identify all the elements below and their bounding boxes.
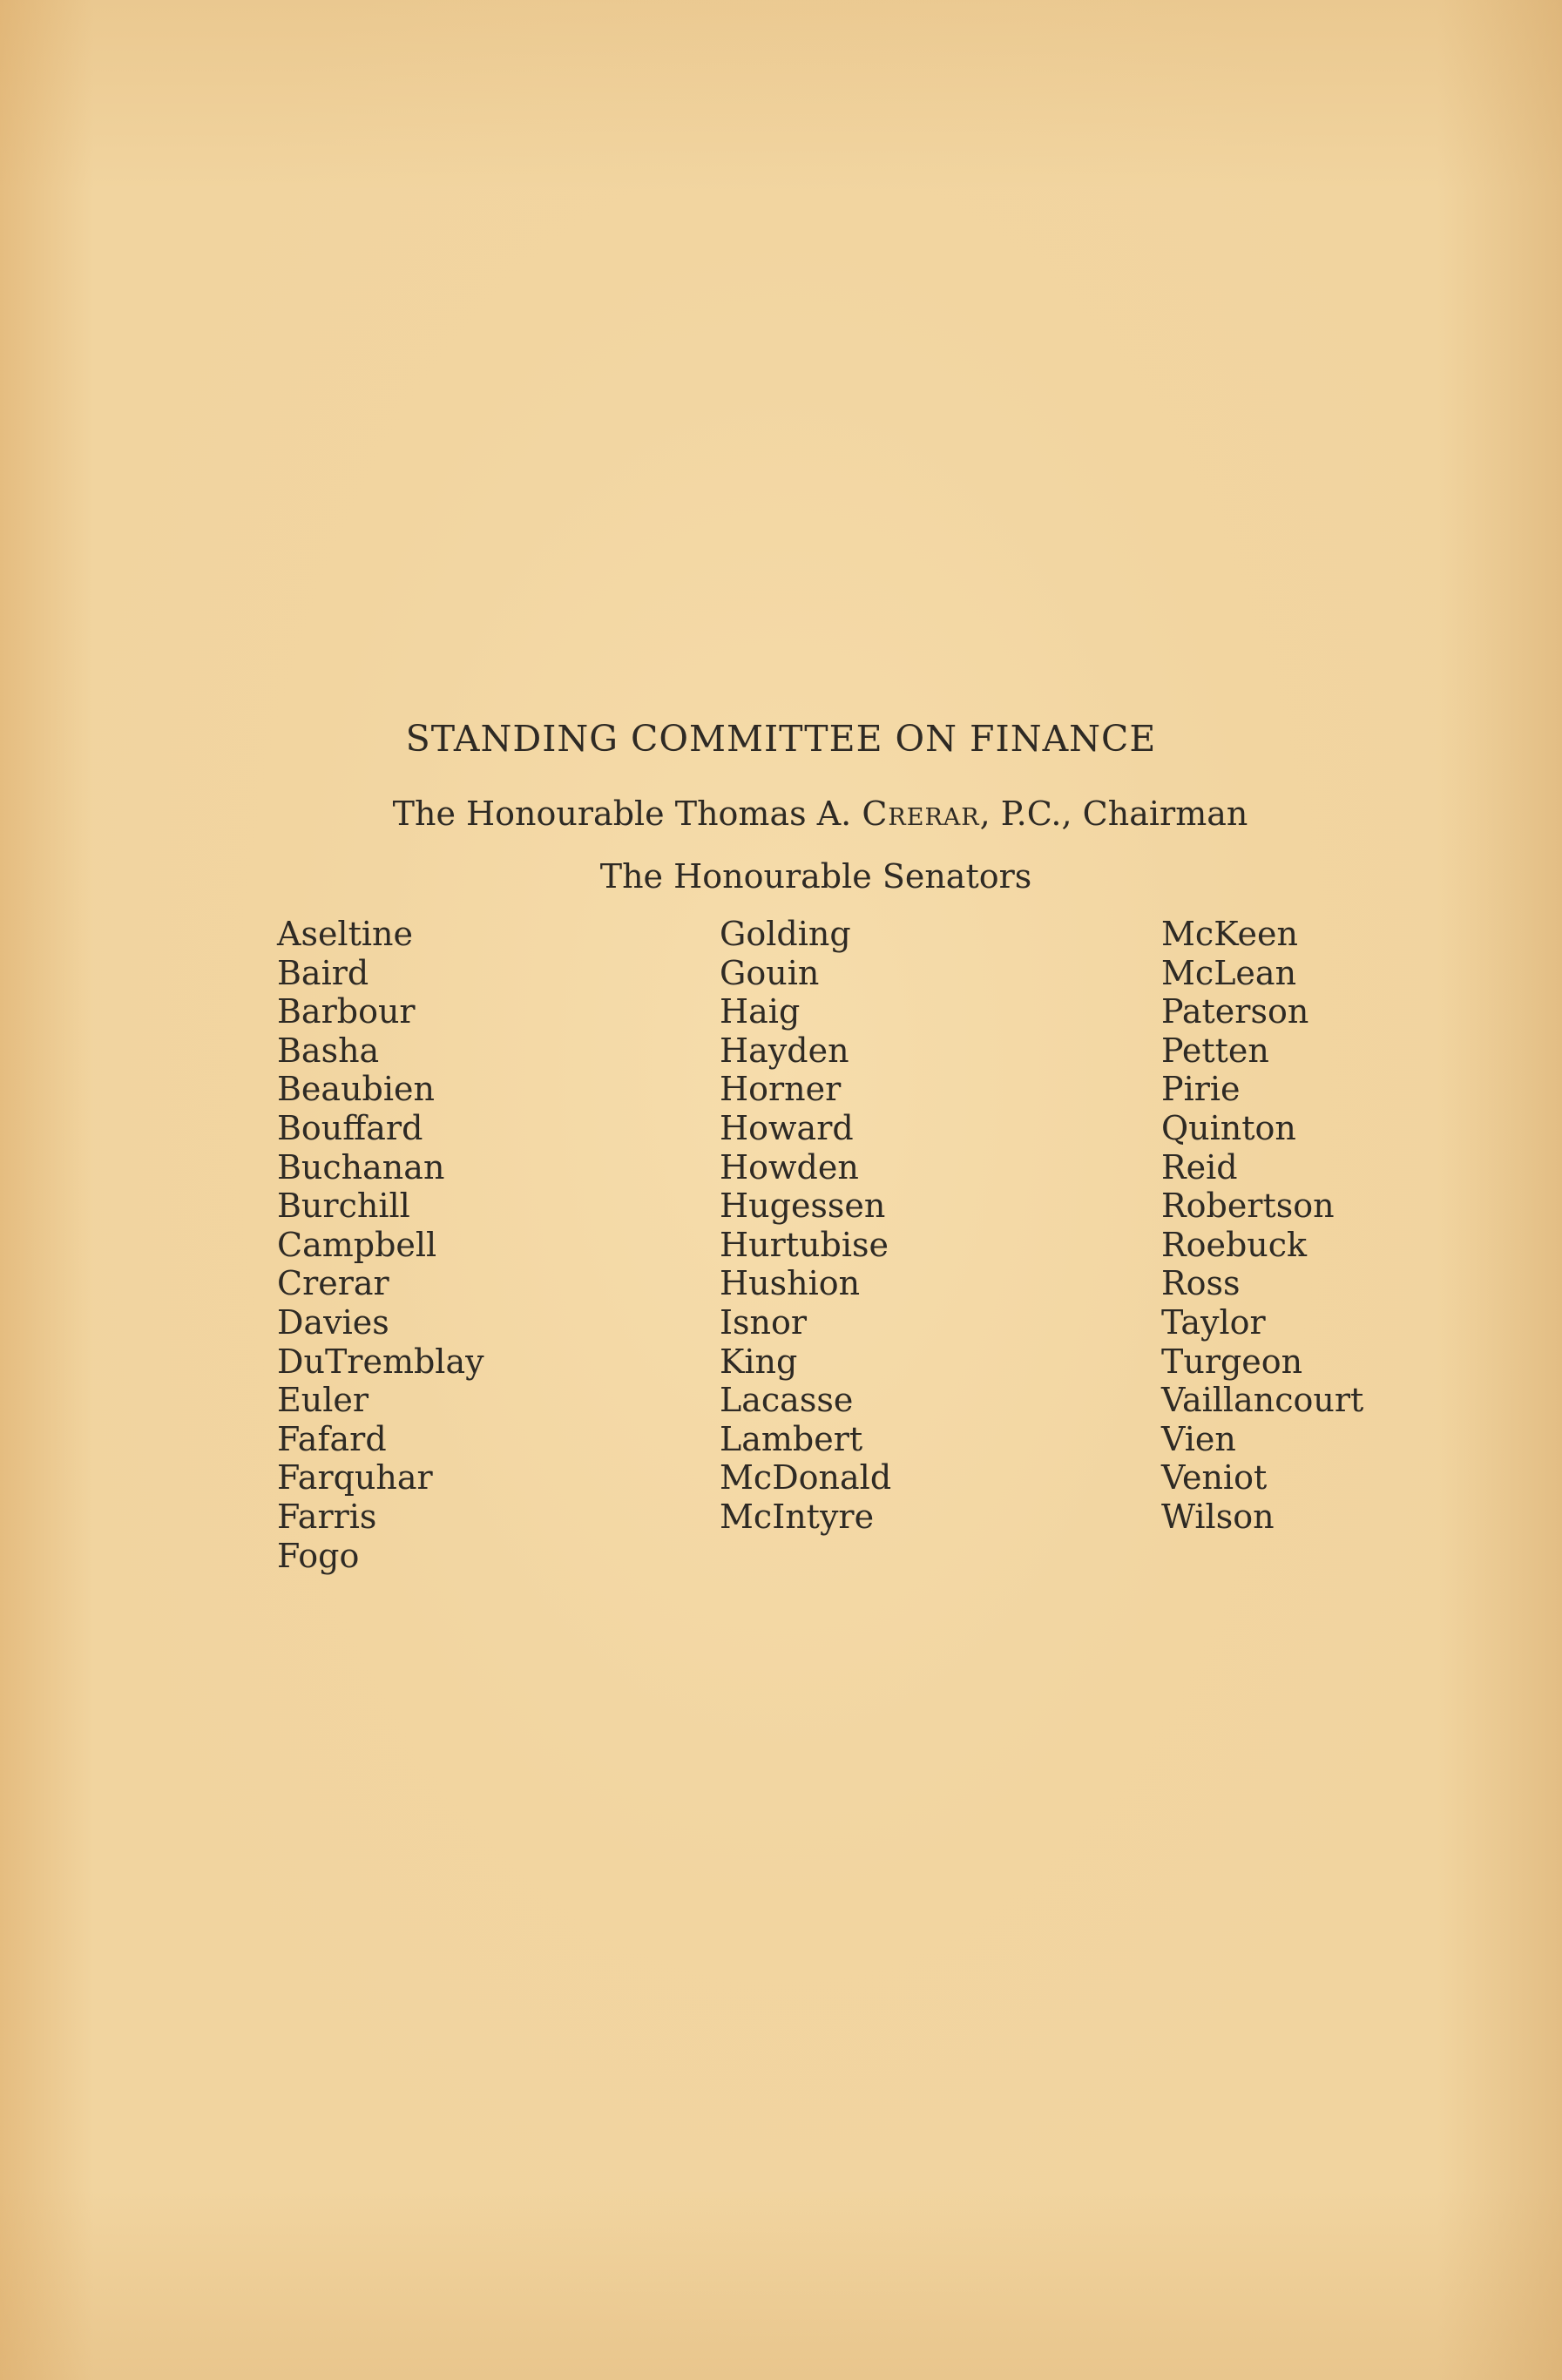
- senator-name: Baird: [277, 953, 369, 992]
- senator-name: Petten: [1161, 1031, 1269, 1070]
- senator-name: Burchill: [277, 1187, 410, 1226]
- senator-name: Gouin: [720, 953, 820, 992]
- senator-name: McIntyre: [720, 1497, 875, 1536]
- senator-name: Hurtubise: [720, 1225, 889, 1264]
- senators-heading: The Honourable Senators: [599, 857, 1032, 896]
- senator-name: Wilson: [1161, 1497, 1275, 1536]
- senator-name: Buchanan: [277, 1147, 445, 1187]
- senator-column-1: [277, 915, 484, 1575]
- senator-name: Ross: [1161, 1264, 1241, 1303]
- committee-title: STANDING COMMITTEE ON FINANCE: [405, 718, 1157, 760]
- senator-name: Campbell: [277, 1225, 437, 1264]
- senator-name: Vaillancourt: [1161, 1381, 1364, 1420]
- senator-name: Farris: [277, 1497, 377, 1536]
- senator-name: Veniot: [1161, 1458, 1268, 1498]
- senator-name: Howard: [720, 1108, 854, 1147]
- senator-name: Hugessen: [720, 1187, 886, 1226]
- senator-name: Turgeon: [1161, 1342, 1303, 1381]
- senator-name: Davies: [277, 1302, 389, 1342]
- senator-name: Hayden: [720, 1031, 849, 1070]
- senator-name: Euler: [277, 1381, 369, 1420]
- senator-name: Reid: [1161, 1147, 1238, 1187]
- senator-column-3: [1161, 915, 1363, 1537]
- senator-name: Aseltine: [277, 915, 413, 953]
- senator-name: McKeen: [1161, 915, 1299, 953]
- senator-name: Paterson: [1161, 992, 1309, 1031]
- senator-name: Golding: [720, 915, 851, 953]
- senator-name: Roebuck: [1161, 1225, 1308, 1264]
- senator-name: Haig: [720, 992, 801, 1031]
- senator-name: McDonald: [720, 1458, 892, 1498]
- chairman-line: [0, 791, 1562, 836]
- senator-name: Vien: [1161, 1419, 1236, 1458]
- senator-name: Howden: [720, 1147, 859, 1187]
- chairman-suffix: , P.C., Chairman: [979, 794, 1248, 833]
- senator-name: King: [720, 1342, 798, 1381]
- chairman-surname: Crerar: [862, 794, 980, 833]
- senator-name: Crerar: [277, 1264, 389, 1303]
- senator-name: Bouffard: [277, 1108, 423, 1147]
- senator-column-2: [720, 915, 891, 1537]
- senator-name: Barbour: [277, 992, 416, 1031]
- senator-name: Beaubien: [277, 1070, 435, 1109]
- senator-name: Fogo: [277, 1536, 360, 1575]
- senator-name: Fafard: [277, 1419, 387, 1458]
- senator-name: Lacasse: [720, 1381, 854, 1420]
- senator-name: Lambert: [720, 1419, 863, 1458]
- senator-name: Horner: [720, 1070, 842, 1109]
- chairman-prefix: The Honourable Thomas A.: [392, 794, 852, 833]
- senator-name: Isnor: [720, 1302, 808, 1342]
- senator-name: Pirie: [1161, 1070, 1241, 1109]
- senator-name: McLean: [1161, 953, 1297, 992]
- senator-name: Basha: [277, 1031, 380, 1070]
- senator-name: Taylor: [1161, 1302, 1266, 1342]
- senator-name: Quinton: [1161, 1108, 1296, 1147]
- senator-name: Robertson: [1161, 1187, 1335, 1226]
- senator-name: Farquhar: [277, 1458, 433, 1498]
- senator-name: Hushion: [720, 1264, 861, 1303]
- senator-name: DuTremblay: [277, 1342, 484, 1381]
